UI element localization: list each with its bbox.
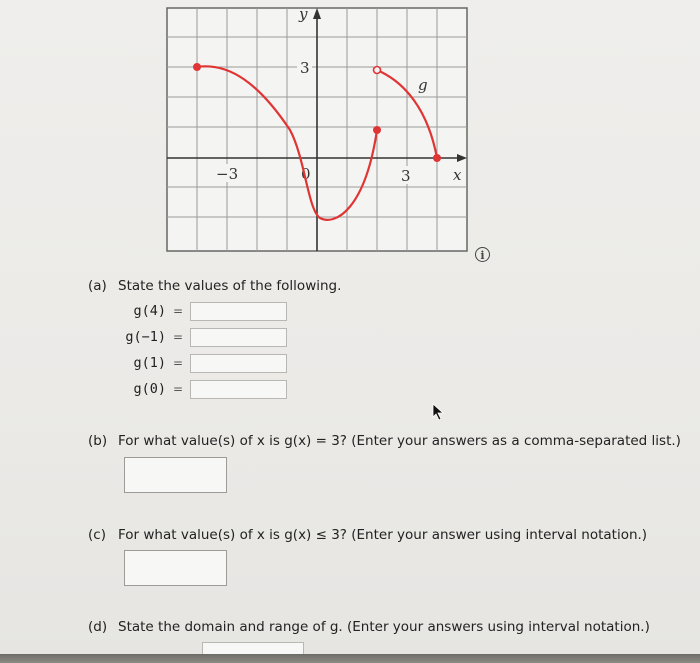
answer-input-c[interactable] <box>124 550 227 586</box>
part-a-prompt: State the values of the following. <box>118 278 342 294</box>
answer-row-gneg1 <box>108 326 287 348</box>
part-b-question <box>88 433 681 449</box>
part-d-prompt: State the domain and range of g. (Enter your answers using interval notation.) <box>118 619 650 635</box>
answer-input-g0[interactable] <box>190 380 287 399</box>
answer-row-g0 <box>108 378 287 400</box>
part-c-question <box>88 527 647 543</box>
answer-input-g1[interactable] <box>190 354 287 373</box>
curve-label-g: g <box>418 76 428 94</box>
part-b-prompt: For what value(s) of x is g(x) = 3? (Enter your answers as a comma-separated list.) <box>118 433 681 449</box>
x-axis-label: x <box>453 166 462 184</box>
y-axis-label: y <box>299 5 308 23</box>
tick-label-neg3: −3 <box>216 165 239 183</box>
part-d-question <box>88 619 650 635</box>
part-a-tag: (a) <box>88 278 107 294</box>
info-icon[interactable]: i <box>475 247 490 262</box>
row-label: g(−1) <box>125 329 166 345</box>
part-c-prompt: For what value(s) of x is g(x) ≤ 3? (Enter your answer using interval notation.) <box>118 527 648 543</box>
row-label: g(1) <box>133 355 166 371</box>
row-label: g(4) <box>133 303 166 319</box>
closed-point-left <box>193 63 201 71</box>
tick-label-3: 3 <box>401 167 411 185</box>
tick-label-0: 0 <box>301 165 311 183</box>
answer-row-g4 <box>108 300 287 322</box>
equals-sign: = <box>172 304 184 318</box>
answer-input-b[interactable] <box>124 457 227 493</box>
equals-sign: = <box>172 356 184 370</box>
closed-point-mid <box>373 126 381 134</box>
equals-sign: = <box>172 330 184 344</box>
part-b-tag: (b) <box>88 433 108 449</box>
row-label: g(0) <box>133 381 166 397</box>
part-c-tag: (c) <box>88 527 106 543</box>
answer-input-gneg1[interactable] <box>190 328 287 347</box>
desk-edge <box>0 654 700 663</box>
tick-label-y3: 3 <box>300 59 310 77</box>
function-graph <box>160 0 480 260</box>
answer-row-g1 <box>108 352 287 374</box>
equals-sign: = <box>172 382 184 396</box>
part-d-tag: (d) <box>88 619 108 635</box>
closed-point-right <box>433 154 441 162</box>
open-point <box>374 67 381 74</box>
mouse-cursor-icon <box>431 403 445 421</box>
answer-input-g4[interactable] <box>190 302 287 321</box>
part-a-question <box>88 278 341 294</box>
